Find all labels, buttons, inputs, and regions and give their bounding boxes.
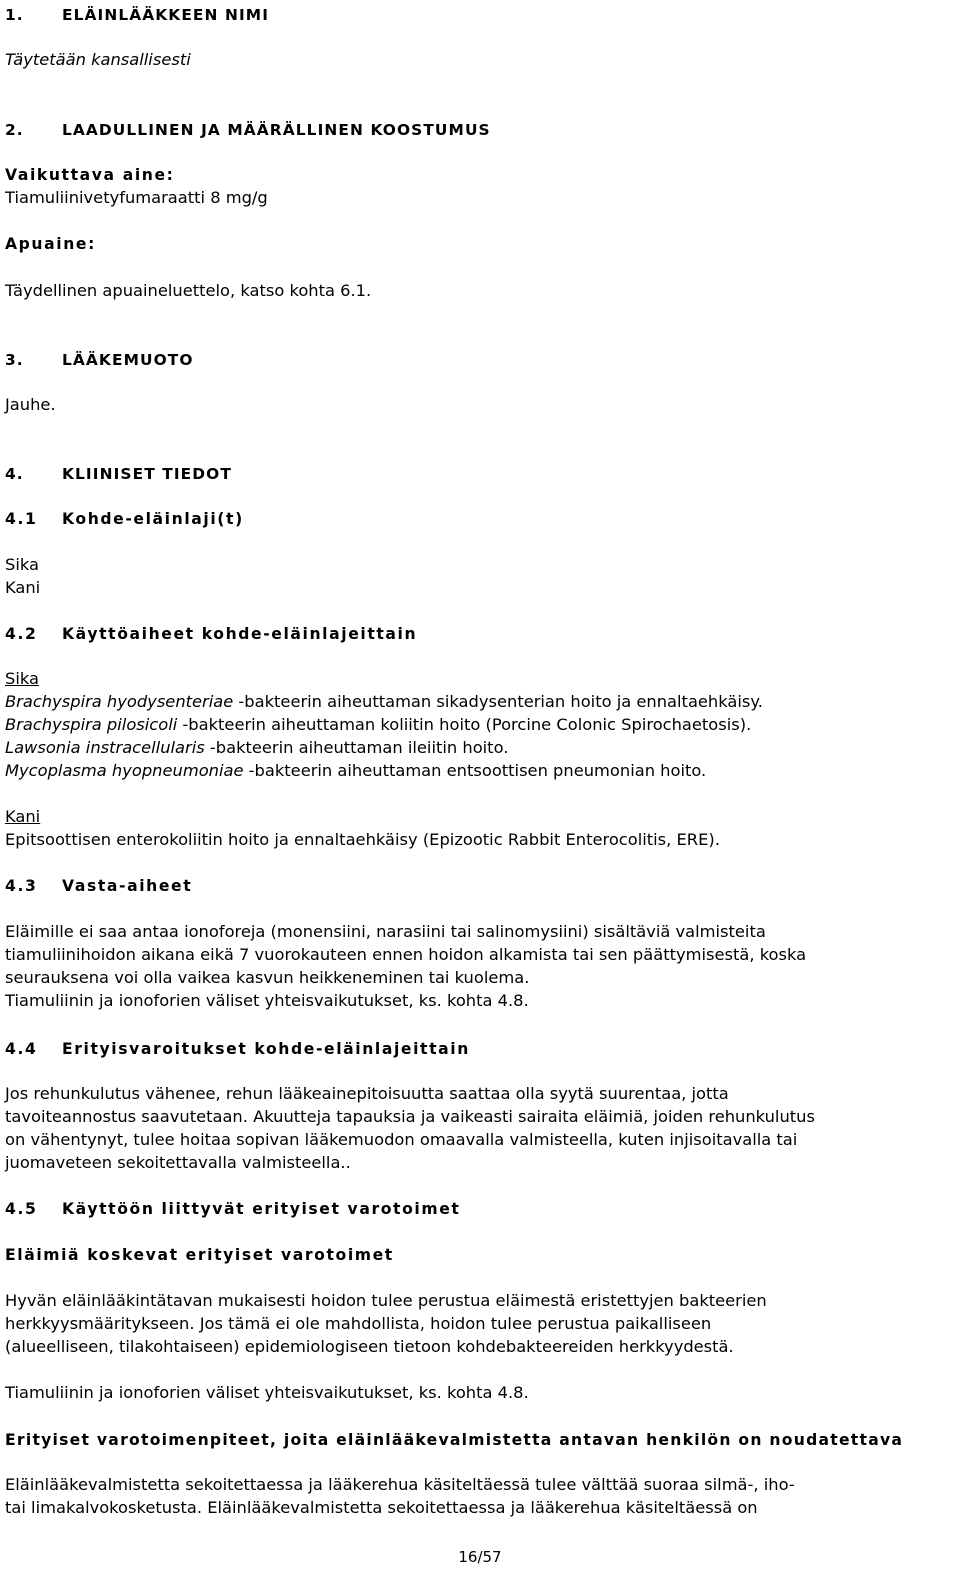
- precaution-line: herkkyysmääritykseen. Jos tämä ei ole mahdollista, hoidon tulee perustua paikalliseen: [5, 1314, 712, 1333]
- active-substance-value: Tiamuliinivetyfumaraatti 8 mg/g: [5, 188, 268, 207]
- section-4-heading: 4. KLIINISET TIEDOT: [5, 465, 232, 483]
- section-1-heading: 1. ELÄINLÄÄKKEEN NIMI: [5, 6, 270, 24]
- section-4-3-heading: 4.3 Vasta-aiheet: [5, 877, 193, 895]
- animal-precautions-heading: Eläimiä koskevat erityiset varotoimet: [5, 1246, 394, 1264]
- precaution-line: Hyvän eläinlääkintätavan mukaisesti hoidon tulee perustua eläimestä eristettyjen bakteerien: [5, 1291, 767, 1310]
- contraindication-line: Eläimille ei saa antaa ionoforeja (monensiini, narasiini tai salinomysiini) sisältäviä valmisteita: [5, 922, 766, 941]
- section-4-1-heading: 4.1 Kohde-eläinlaji(t): [5, 510, 244, 528]
- contraindication-line: tiamuliinihoidon aikana eikä 7 vuorokauteen ennen hoidon alkamista tai sen päättymisestä, koska: [5, 945, 807, 964]
- indication-line: Brachyspira hyodysenteriae -bakteerin aiheuttaman sikadysenterian hoito ja ennaltaehkäisy.: [5, 692, 763, 711]
- section-4-5-heading: 4.5 Käyttöön liittyvät erityiset varotoimet: [5, 1200, 461, 1218]
- warning-line: Jos rehunkulutus vähenee, rehun lääkeainepitoisuutta saattaa olla syytä suurentaa, jotta: [5, 1084, 729, 1103]
- section-2-heading: 2. LAADULLINEN JA MÄÄRÄLLINEN KOOSTUMUS: [5, 121, 491, 139]
- indication-line: Epitsoottisen enterokoliitin hoito ja ennaltaehkäisy (Epizootic Rabbit Enterocolitis, ERE).: [5, 830, 720, 849]
- warning-line: tavoiteannostus saavutetaan. Akuutteja tapauksia ja vaikeasti sairaita eläimiä, joiden rehunkulutus: [5, 1107, 815, 1126]
- contraindication-line: seurauksena voi olla vaikea kasvun heikkeneminen tai kuolema.: [5, 968, 530, 987]
- interaction-note: Tiamuliinin ja ionoforien väliset yhteisvaikutukset, ks. kohta 4.8.: [5, 1383, 529, 1402]
- person-precautions-heading: Erityiset varotoimenpiteet, joita eläinlääkevalmistetta antavan henkilön on noudatettava: [5, 1431, 904, 1449]
- section-4-2-heading: 4.2 Käyttöaiheet kohde-eläinlajeittain: [5, 625, 418, 643]
- page-number: 16/57: [458, 1548, 502, 1566]
- organism-name: Brachyspira pilosicoli: [5, 715, 178, 734]
- organism-name: Brachyspira hyodysenteriae: [5, 692, 234, 711]
- indication-line: Lawsonia instracellularis -bakteerin aiheuttaman ileiitin hoito.: [5, 738, 509, 757]
- indication-species-label: Sika: [5, 669, 39, 688]
- target-species-item: Kani: [5, 578, 41, 597]
- precaution-line: (alueelliseen, tilakohtaiseen) epidemiologiseen tietoon kohdebakteereiden herkkyydestä.: [5, 1337, 734, 1356]
- product-name: Täytetään kansallisesti: [5, 50, 191, 69]
- indication-line: Brachyspira pilosicoli -bakteerin aiheuttaman koliitin hoito (Porcine Colonic Spirochaetosis).: [5, 715, 752, 734]
- section-3-heading: 3. LÄÄKEMUOTO: [5, 351, 194, 369]
- warning-line: juomaveteen sekoitettavalla valmisteella..: [5, 1153, 351, 1172]
- active-substance-heading: Vaikuttava aine:: [5, 166, 175, 184]
- target-species-item: Sika: [5, 555, 39, 574]
- excipient-text: Täydellinen apuaineluettelo, katso kohta 6.1.: [5, 281, 372, 300]
- indication-line: Mycoplasma hyopneumoniae -bakteerin aiheuttaman entsoottisen pneumonian hoito.: [5, 761, 707, 780]
- excipient-heading: Apuaine:: [5, 235, 96, 253]
- organism-name: Mycoplasma hyopneumoniae: [5, 761, 244, 780]
- pharmaceutical-form: Jauhe.: [5, 395, 56, 414]
- precaution-line: Eläinlääkevalmistetta sekoitettaessa ja lääkerehua käsiteltäessä tulee välttää suoraa silmä-, iho-: [5, 1475, 795, 1494]
- indication-species-label: Kani: [5, 807, 41, 826]
- precaution-line: tai limakalvokosketusta. Eläinlääkevalmistetta sekoitettaessa ja lääkerehua käsiteltäessä on: [5, 1498, 758, 1517]
- section-4-4-heading: 4.4 Erityisvaroitukset kohde-eläinlajeittain: [5, 1040, 470, 1058]
- warning-line: on vähentynyt, tulee hoitaa sopivan lääkemuodon omaavalla valmisteella, kuten injisoitavalla tai: [5, 1130, 798, 1149]
- organism-name: Lawsonia instracellularis: [5, 738, 205, 757]
- contraindication-line: Tiamuliinin ja ionoforien väliset yhteisvaikutukset, ks. kohta 4.8.: [5, 991, 529, 1010]
